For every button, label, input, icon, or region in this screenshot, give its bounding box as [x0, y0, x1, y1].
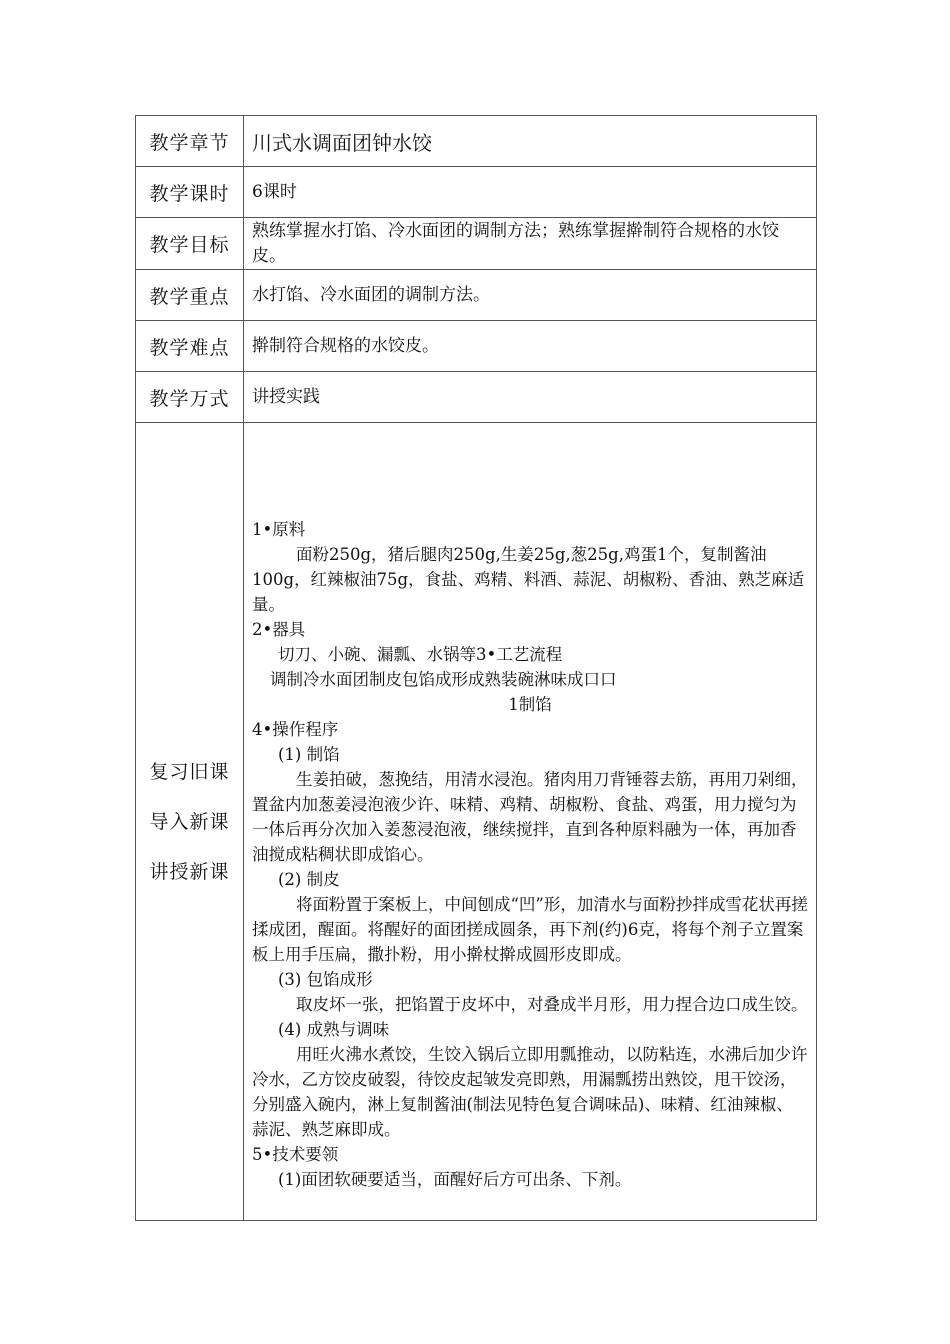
section-tools-text: 切刀、小碗、漏瓢、水锅等3•工艺流程 [278, 645, 563, 664]
value-key-points: 水打馅、冷水面团的调制方法。 [244, 270, 817, 321]
label-hours: 教学课时 [136, 167, 244, 218]
step3-title: (3) 包馅成形 [278, 970, 373, 989]
step4-text: 用旺火沸水煮饺，生饺入锅后立即用瓢推动，以防粘连，水沸后加少许冷水，乙方饺皮破裂，待饺皮起皱发亮即熟，用漏瓢捞出熟饺，甩干饺汤，分别盛入碗内，淋上复制酱油(制法见特色复合调味品)、味精、红油辣椒、蒜泥、熟芝麻即成。 [252, 1045, 808, 1139]
row-difficulties [136, 321, 817, 372]
row-key-points [136, 270, 817, 321]
value-hours: 6课时 [244, 167, 817, 218]
section-tools-title: 2•器具 [252, 620, 306, 639]
lesson-content [244, 423, 817, 1221]
label-chapter: 教学章节 [136, 116, 244, 167]
label-goals: 教学目标 [136, 218, 244, 270]
label-method: 教学万式 [136, 372, 244, 423]
section-tips-title: 5•技术要领 [252, 1145, 339, 1164]
row-hours [136, 167, 817, 218]
step2-text: 将面粉置于案板上，中间刨成“凹”形，加清水与面粉抄拌成雪花状再搓揉成团，醒面。将醒好的面团搓成圆条，再下剂(约)6克，将每个剂子立置案板上用手压扁，撒扑粉，用小擀杖擀成圆形皮即成。 [252, 895, 808, 964]
value-method: 讲授实践 [244, 372, 817, 423]
value-difficulties: 擀制符合规格的水饺皮。 [244, 321, 817, 372]
row-chapter [136, 116, 817, 167]
row-method [136, 372, 817, 423]
step1-title: (1) 制馅 [278, 745, 340, 764]
step2-title: (2) 制皮 [278, 870, 340, 889]
flow-sub: 1制馅 [508, 695, 552, 714]
side-labels [136, 423, 244, 1221]
step1-text: 生姜拍破，葱挽结，用清水浸泡。猪肉用刀背锤蓉去筋，再用刀剁细，置盆内加葱姜浸泡液少许、味精、鸡精、胡椒粉、食盐、鸡蛋，用力搅匀为一体后再分次加入姜葱浸泡液，继续搅拌，直到各种原料融为一体，再加香油搅成粘稠状即成馅心。 [252, 770, 808, 864]
row-main-content [136, 423, 817, 1221]
step4-title: (4) 成熟与调味 [278, 1020, 390, 1039]
step3-text: 取皮坏一张，把馅置于皮坏中，对叠成半月形，用力捏合边口成生饺。 [296, 995, 808, 1014]
section-procedure-title: 4•操作程序 [252, 720, 339, 739]
tips-item-1: (1)面团软硬要适当，面醒好后方可出条、下剂。 [278, 1170, 632, 1189]
label-review: 复习旧课 [149, 760, 230, 783]
label-introduce: 导入新课 [149, 810, 230, 833]
section-materials-title: 1•原料 [252, 520, 306, 539]
flow-text: 调制冷水面团制皮包馅成形成熟装碗淋味成口口 [270, 670, 617, 689]
label-key-points: 教学重点 [136, 270, 244, 321]
row-goals [136, 218, 817, 270]
value-goals: 熟练掌握水打馅、冷水面团的调制方法；熟练掌握擀制符合规格的水饺皮。 [244, 218, 817, 270]
section-materials-text: 面粉250g，猪后腿肉250g,生姜25g,葱25g,鸡蛋1个，复制酱油100g，红辣椒油75g，食盐、鸡精、料酒、蒜泥、胡椒粉、香油、熟芝麻适量。 [252, 545, 805, 614]
label-difficulties: 教学难点 [136, 321, 244, 372]
label-teach: 讲授新课 [149, 860, 230, 883]
value-chapter: 川式水调面团钟水饺 [244, 116, 817, 167]
lesson-plan-table [135, 115, 817, 1221]
